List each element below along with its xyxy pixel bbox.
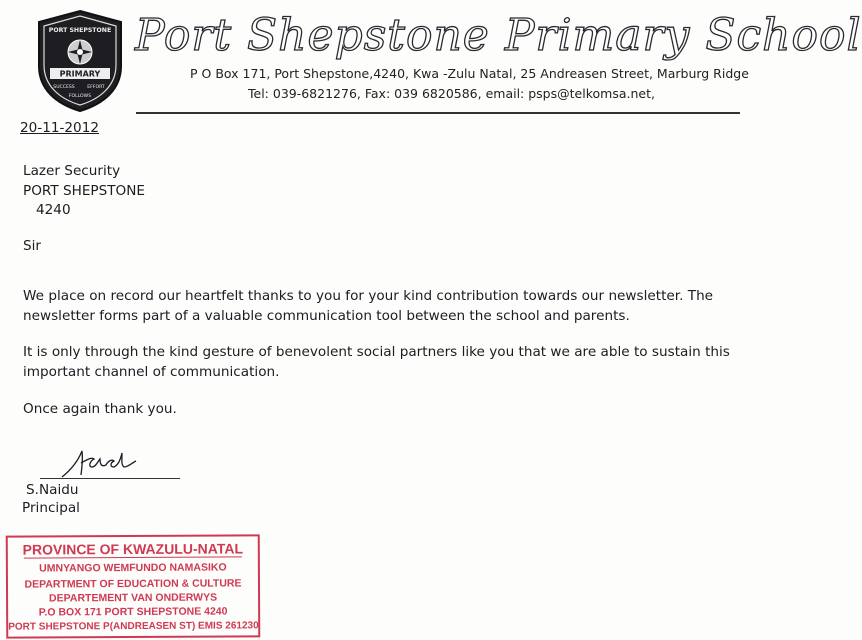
body-paragraph-2: It is only through the kind gesture of benevolent social partners like you that we are able to sustain this important channel of communication. (23, 344, 730, 380)
recipient-address-block (23, 162, 145, 221)
header-divider (136, 112, 740, 114)
salutation: Sir (23, 238, 41, 254)
official-stamp (6, 534, 261, 638)
school-name-heading: Port Shepstone Primary School (135, 10, 862, 61)
letter-date: 20-11-2012 (20, 120, 100, 136)
school-crest-logo (33, 8, 127, 114)
recipient-postal-code: 4240 (36, 202, 71, 218)
crest-motto-left: SUCCESS (53, 85, 75, 90)
school-address: P O Box 171, Port Shepstone,4240, Kwa -Zulu Natal, 25 Andreasen Street, Marburg Ridge (190, 66, 749, 81)
closing-line: Once again thank you. (23, 401, 177, 417)
signer-name: S.Naidu (26, 482, 79, 498)
stamp-province-line: PROVINCE OF KWAZULU-NATAL (22, 540, 244, 558)
crest-motto-right: EFFORT (87, 85, 105, 90)
stamp-emis-line: PORT SHEPSTONE P(ANDREASEN ST) EMIS 261230 (8, 620, 259, 633)
school-contact-details: Tel: 039-6821276, Fax: 039 6820586, email: psps@telkomsa.net, (248, 86, 655, 101)
signature-line (40, 478, 180, 479)
body-paragraph-1: We place on record our heartfelt thanks to you for your kind contribution towards our newsletter. The newsletter forms part of a valuable communication tool between the school and parents. (23, 288, 714, 324)
handwritten-signature (58, 445, 158, 481)
stamp-afrikaans-dept-line: DEPARTEMENT VAN ONDERWYS (49, 591, 218, 605)
recipient-city: PORT SHEPSTONE (23, 182, 146, 199)
crest-middle-text: PRIMARY (59, 69, 101, 79)
stamp-address-line: P.O BOX 171 PORT SHEPSTONE 4240 (38, 605, 228, 619)
crest-top-text: PORT SHEPSTONE (48, 27, 112, 34)
recipient-name: Lazer Security (23, 163, 121, 179)
stamp-zulu-dept-line: UMNYANGO WEMFUNDO NAMASIKO (39, 561, 227, 575)
stamp-divider (24, 556, 242, 558)
signer-title: Principal (22, 500, 80, 516)
crest-motto-bottom: FOLLOWS (68, 94, 92, 99)
stamp-english-dept-line: DEPARTMENT OF EDUCATION & CULTURE (24, 577, 242, 591)
